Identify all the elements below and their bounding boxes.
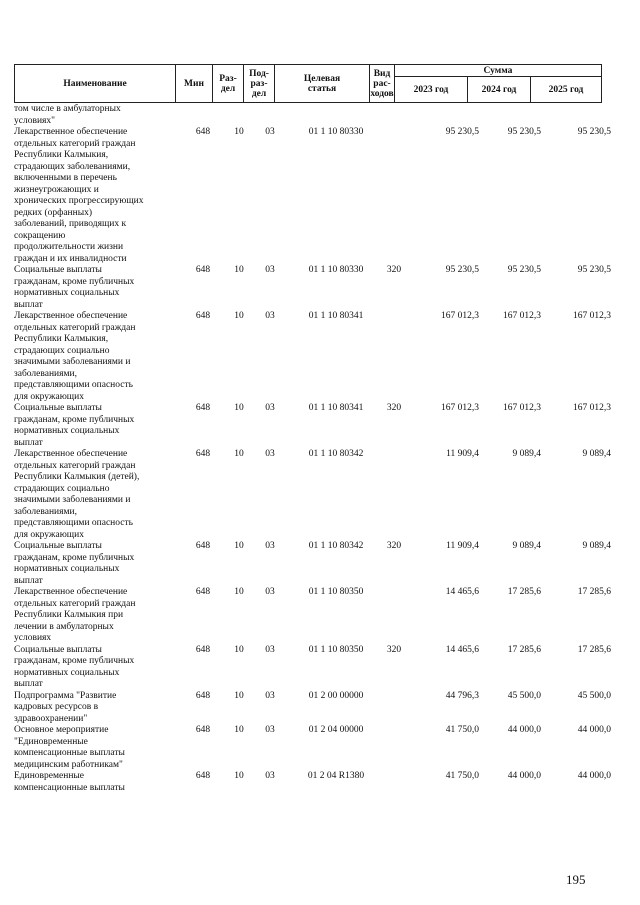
row-name-line: Лекарственное обеспечение (14, 587, 128, 597)
cell-cs: 01 1 10 80350 (308, 644, 364, 655)
row-name-line: нормативных социальных (14, 564, 120, 574)
cell-s2: 9 089,4 (512, 449, 541, 459)
cell-razdel: 10 (234, 127, 244, 137)
row-name-line: том числе в амбулаторных (14, 104, 121, 114)
row-name-line: отдельных категорий граждан (14, 598, 136, 609)
row-name-line: нормативных социальных (14, 288, 120, 298)
row-name-line: значимыми заболеваниями и (14, 495, 131, 505)
row-name-line: Республики Калмыкия, (14, 150, 109, 160)
row-name-line: компенсационные выплаты (14, 748, 125, 758)
row-name (14, 449, 169, 541)
row-name-line: заболеваниями, (14, 506, 77, 517)
row-name (14, 403, 169, 449)
row-name-line: компенсационные выплаты (14, 782, 125, 793)
row-name-line: кадровых ресурсов в (14, 702, 99, 712)
cell-s3: 17 285,6 (577, 587, 611, 597)
row-name-line: страдающих заболеваниями, (14, 161, 131, 172)
cell-podrazdel: 03 (265, 587, 275, 597)
row-name-line: заболеваниями, (14, 368, 77, 379)
cell-razdel: 10 (234, 541, 244, 551)
cell-podrazdel: 03 (265, 311, 275, 321)
cell-s3: 167 012,3 (573, 311, 611, 321)
row-name (14, 265, 169, 311)
table-row (14, 449, 611, 541)
row-name (14, 127, 169, 265)
cell-cs: 01 1 10 80342 (308, 541, 364, 551)
cell-min: 648 (195, 587, 211, 597)
cell-s3: 95 230,5 (577, 127, 611, 137)
cell-min: 648 (195, 725, 211, 735)
cell-min: 648 (195, 265, 211, 275)
cell-razdel: 10 (234, 644, 244, 655)
cell-razdel: 10 (234, 587, 244, 597)
row-name-line: редких (орфанных) (14, 207, 92, 218)
cell-razdel: 10 (234, 690, 244, 701)
cell-razdel: 10 (234, 403, 244, 413)
row-name-line: отдельных категорий граждан (14, 322, 136, 333)
row-name-line: для окружающих (14, 529, 84, 540)
table-row (14, 541, 611, 587)
cell-min: 648 (195, 449, 211, 459)
cell-podrazdel: 03 (265, 541, 275, 551)
header-2025: 2025 год (531, 77, 602, 103)
row-name-line: продолжительности жизни (14, 242, 124, 252)
row-name (14, 645, 169, 691)
row-name-line: Социальные выплаты (14, 541, 102, 551)
cell-s2: 44 000,0 (507, 725, 541, 735)
cell-s1: 44 796,3 (445, 690, 479, 701)
row-name-line: Республики Калмыкия, (14, 334, 109, 344)
cell-podrazdel: 03 (265, 690, 275, 701)
row-name (14, 587, 169, 645)
table-row (14, 104, 604, 127)
row-name-line: Социальные выплаты (14, 644, 102, 655)
cell-podrazdel: 03 (265, 771, 275, 781)
row-name-line: отдельных категорий граждан (14, 460, 136, 471)
cell-s2: 45 500,0 (507, 690, 541, 701)
cell-s3: 44 000,0 (577, 725, 611, 735)
row-name-line: представляющими опасность (14, 518, 133, 528)
cell-podrazdel: 03 (265, 403, 275, 413)
row-name-line: отдельных категорий граждан (14, 138, 136, 149)
cell-s2: 167 012,3 (503, 403, 541, 413)
cell-razdel: 10 (234, 725, 244, 735)
cell-razdel: 10 (234, 265, 244, 275)
row-name-line: Социальные выплаты (14, 403, 102, 413)
row-name-line: гражданам, кроме публичных (14, 276, 135, 287)
row-name-line: Основное мероприятие (14, 725, 109, 735)
cell-s2: 95 230,5 (507, 265, 541, 275)
row-name-line: условиях (14, 633, 52, 643)
row-name-line: жизнеугрожающих и (14, 184, 99, 195)
row-name-line: выплат (14, 575, 43, 586)
cell-s3: 9 089,4 (582, 541, 611, 551)
cell-s1: 95 230,5 (445, 127, 479, 137)
cell-s2: 167 012,3 (503, 311, 541, 321)
cell-s3: 45 500,0 (577, 690, 611, 701)
cell-s1: 14 465,6 (445, 644, 479, 655)
row-name-line: включенными в перечень (14, 173, 117, 183)
cell-s1: 41 750,0 (445, 725, 479, 735)
header-podrazdel: Под- раз- дел (244, 65, 275, 103)
table-row (14, 690, 611, 726)
cell-min: 648 (195, 541, 211, 551)
header-cs: Целевая статья (275, 65, 370, 103)
cell-cs: 01 2 04 00000 (308, 725, 364, 735)
header-2023: 2023 год (395, 77, 468, 103)
row-name-line: выплат (14, 679, 43, 689)
cell-s3: 95 230,5 (577, 265, 611, 275)
cell-vr: 320 (386, 265, 402, 275)
row-name (14, 691, 169, 726)
cell-cs: 01 1 10 80330 (308, 265, 364, 275)
cell-razdel: 10 (234, 449, 244, 459)
row-name-line: гражданам, кроме публичных (14, 656, 135, 666)
cell-min: 648 (195, 311, 211, 321)
row-name-line: условиях" (14, 115, 56, 126)
cell-s1: 95 230,5 (445, 265, 479, 275)
cell-s2: 17 285,6 (507, 644, 541, 655)
cell-min: 648 (195, 690, 211, 701)
table-row (14, 311, 611, 403)
cell-s3: 167 012,3 (573, 403, 611, 413)
cell-cs: 01 1 10 80341 (308, 403, 364, 413)
cell-s1: 11 909,4 (446, 541, 479, 551)
row-name-line: Лекарственное обеспечение (14, 449, 128, 459)
row-name-line: выплат (14, 299, 43, 310)
row-name-line: здравоохранении" (14, 713, 88, 724)
cell-podrazdel: 03 (265, 644, 275, 655)
table-row (14, 644, 611, 691)
row-name-line: для окружающих (14, 391, 84, 402)
row-name-line: представляющими опасность (14, 380, 133, 390)
cell-min: 648 (195, 127, 211, 137)
cell-podrazdel: 03 (265, 449, 275, 459)
table-row (14, 771, 611, 794)
row-name-line: Лекарственное обеспечение (14, 311, 128, 321)
cell-razdel: 10 (234, 771, 244, 781)
header-name: Наименование (15, 65, 176, 103)
row-name-line: нормативных социальных (14, 426, 120, 436)
cell-s2: 17 285,6 (507, 587, 541, 597)
row-name-line: Лекарственное обеспечение (14, 127, 128, 137)
header-2024: 2024 год (468, 77, 531, 103)
header-summa: Сумма (395, 65, 602, 77)
row-name (14, 771, 169, 794)
table-row (14, 587, 611, 645)
table-body (14, 104, 611, 794)
cell-s1: 11 909,4 (446, 449, 479, 459)
table-row (14, 265, 611, 311)
cell-s1: 41 750,0 (445, 771, 479, 781)
cell-min: 648 (195, 403, 211, 413)
cell-cs: 01 2 00 00000 (308, 690, 364, 701)
row-name (14, 541, 169, 587)
cell-s3: 9 089,4 (582, 449, 611, 459)
cell-vr: 320 (386, 403, 402, 413)
row-name (14, 104, 169, 127)
cell-min: 648 (195, 644, 211, 655)
cell-podrazdel: 03 (265, 127, 275, 137)
cell-s1: 167 012,3 (441, 403, 479, 413)
row-name-line: заболеваний, приводящих к (14, 219, 127, 229)
cell-cs: 01 1 10 80350 (308, 587, 364, 597)
row-name-line: "Единовременные (14, 736, 88, 747)
row-name-line: значимыми заболеваниями и (14, 357, 131, 367)
row-name-line: Республики Калмыкия (детей), (14, 472, 140, 482)
row-name-line: Республики Калмыкия при (14, 610, 124, 620)
row-name-line: сокращению (14, 230, 66, 241)
row-name-line: граждан и их инвалидности (14, 253, 127, 264)
row-name-line: хронических прогрессирующих (14, 196, 144, 206)
cell-s1: 14 465,6 (445, 587, 479, 597)
row-name-line: выплат (14, 437, 43, 448)
cell-vr: 320 (386, 644, 402, 655)
cell-s3: 17 285,6 (577, 644, 611, 655)
row-name-line: лечении в амбулаторных (14, 621, 114, 632)
table-row (14, 725, 611, 771)
cell-s2: 95 230,5 (507, 127, 541, 137)
header-vr: Вид рас- ходов (370, 65, 395, 103)
row-name (14, 725, 169, 771)
cell-vr: 320 (386, 541, 402, 551)
row-name-line: страдающих социально (14, 483, 110, 494)
row-name-line: Единовременные (14, 771, 85, 781)
cell-razdel: 10 (234, 311, 244, 321)
row-name-line: гражданам, кроме публичных (14, 552, 135, 563)
cell-podrazdel: 03 (265, 265, 275, 275)
cell-cs: 01 1 10 80342 (308, 449, 364, 459)
header-min: Мин (176, 65, 213, 103)
cell-cs: 01 2 04 R1380 (307, 771, 365, 781)
table-row (14, 127, 611, 265)
row-name-line: страдающих социально (14, 345, 110, 356)
cell-s3: 44 000,0 (577, 771, 611, 781)
row-name-line: гражданам, кроме публичных (14, 414, 135, 425)
table-header (14, 64, 602, 103)
cell-cs: 01 1 10 80341 (308, 311, 364, 321)
row-name-line: Подпрограмма "Развитие (14, 690, 117, 701)
header-razdel: Раз- дел (213, 65, 244, 103)
cell-podrazdel: 03 (265, 725, 275, 735)
table-row (14, 403, 611, 449)
row-name-line: нормативных социальных (14, 667, 120, 678)
cell-s2: 9 089,4 (512, 541, 541, 551)
row-name-line: Социальные выплаты (14, 265, 102, 275)
cell-s1: 167 012,3 (441, 311, 479, 321)
row-name (14, 311, 169, 403)
row-name-line: медицинским работникам" (14, 759, 123, 770)
cell-cs: 01 1 10 80330 (308, 127, 364, 137)
cell-s2: 44 000,0 (507, 771, 541, 781)
cell-min: 648 (195, 771, 211, 781)
page-number: 195 (566, 872, 586, 887)
